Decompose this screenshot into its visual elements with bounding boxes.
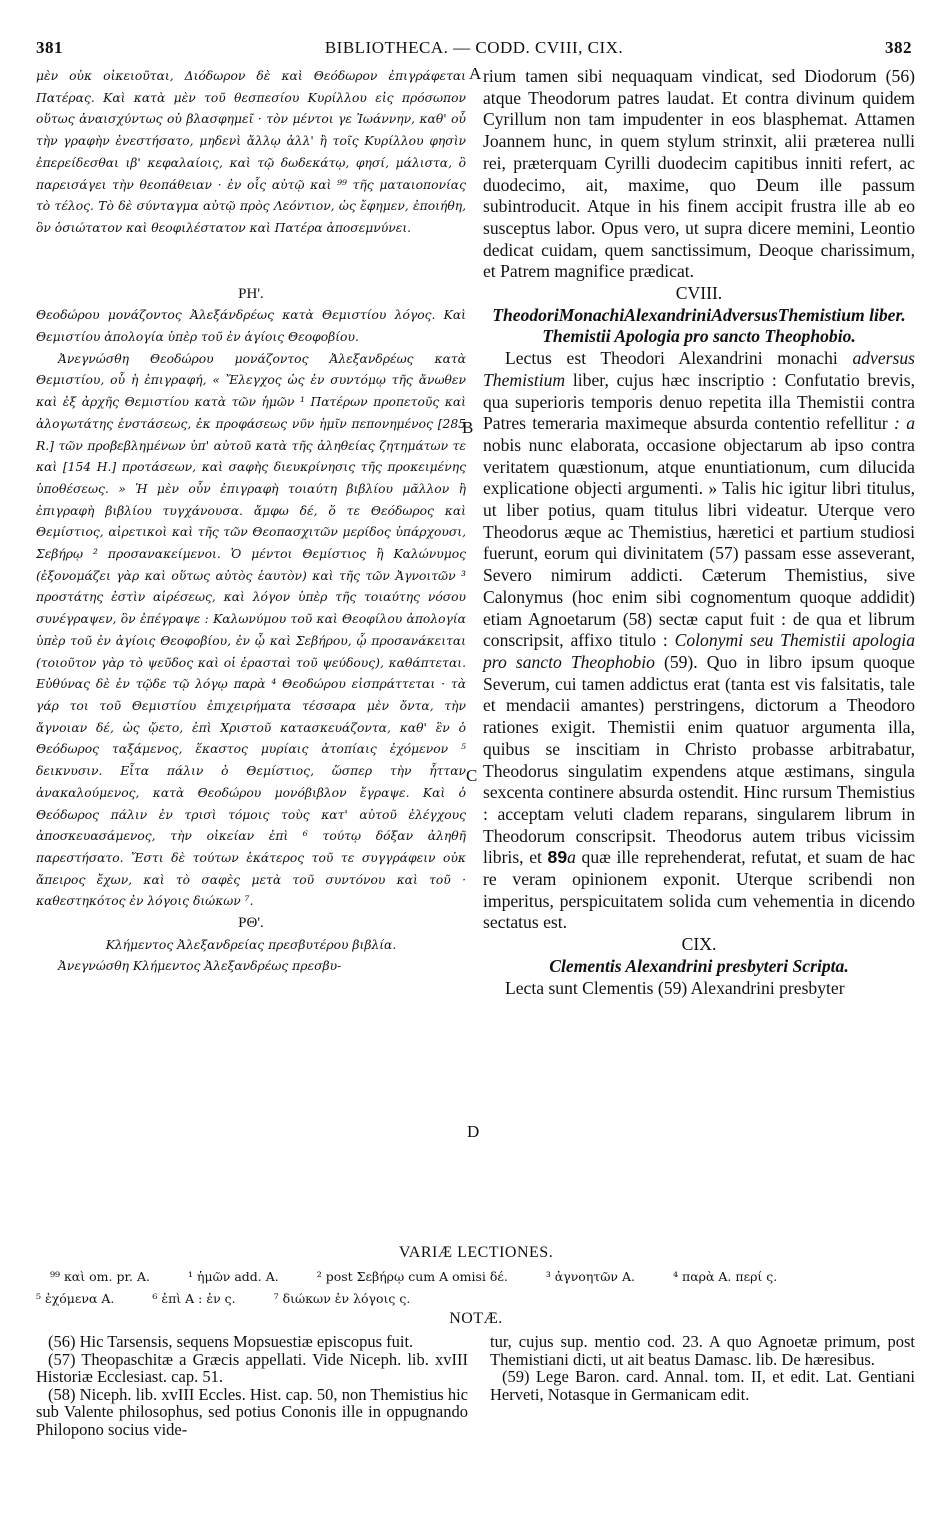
running-header	[36, 38, 912, 62]
running-title: BIBLIOTHECA. — CODD. CVIII, CIX.	[324, 38, 624, 57]
note-58-continued: tur, cujus sup. mentio cod. 23. A quo Agnoetæ primum, post Themistiani dicti, ut ait beatus Damasc. lib. De hæresibus.	[490, 1332, 915, 1369]
latin-column	[483, 66, 915, 999]
side-page-number: 89	[547, 847, 568, 868]
variae-row	[36, 1288, 912, 1310]
latin-text-run: Lectus est Theodori Alexandrini monachi	[505, 348, 853, 369]
latin-text-run: liber, cujus hæc inscriptio : Confutatio brevis, qua superioris temporis denuo repetita illa Themistii contra Patres temeraria maximeque absurda contentio refellitur	[483, 369, 915, 434]
greek-section-109-number: ΡΘ'.	[238, 915, 264, 932]
margin-letter-b: B	[462, 418, 474, 437]
variant-reading: ² post Σεβήρῳ cum A omisi δέ.	[316, 1269, 508, 1284]
margin-letter-a: A	[469, 64, 482, 83]
note-56: (56) Hic Tarsensis, sequens Mopsuestiæ episcopus fuit.	[48, 1332, 414, 1351]
greek-intro-paragraph: μὲν οὐκ οἰκειοῦται, Διόδωρον δὲ καὶ Θεόδωρον ἐπιγράφεται Πατέρας. Καὶ κατὰ μὲν τοῦ θεσπεσίου Κυρίλλου εἰς πρόσωπον οὕτως ἀναισχύντως οὐ βλασφημεῖ · τὸν μέντοι γε Ἰωάννην, καθ' οὗ τὴν γραφὴν ἐνεστήσατο, μηδενὶ ἄλλῳ ἀλλ' ἢ τοῖς Κυρίλλου φησὶν ἐπερείδεσθαι ιβ' κεφαλαίοις, καὶ τῷ δωδεκάτῳ, φησί, μάλιστα, ὃ παρεισάγει τὴν θεοπάθειαν · ἐν οἷς αὐτῷ καὶ ⁹⁹ τῆς ματαιοπονίας τὸ τέλος. Τὸ δὲ σύνταγμα αὐτῷ πρὸς Λεόντιον, ὡς ἔφημεν, ἐποιήθη, ὃν ὁσιώτατον καὶ θεοφιλέστατον καὶ Πατέρα ἀποσεμνύνει.	[36, 69, 466, 235]
variant-reading: ⁷ διώκων ἐν λόγοις ς.	[273, 1291, 411, 1306]
variae-lectiones-title: VARIÆ LECTIONES.	[398, 1244, 554, 1261]
latin-text-run: nobis nunc elaborata, occasione objectarum ab ipso contra veritatem quæstionum, atque enuntiationum, cum dilucida explicatione objecti argumenti. » Talis hic igitur libri titulus, ut liber potius, quam titulus libri videatur. Uterque vero Theodorus æque ac Themistius, hæretici et partium studiosi fuerunt, eorum qui divinitatem (57) passam esse asseverant, Severo nimirum addicti. Cæterum Themistius, sive Calonymus (hoc enim sibi cognomentum quoque addidit) etiam Agnoetarum (58) sectæ caput fuit : de qua et librum conscripsit, affixo titulo :	[483, 434, 915, 651]
notes-left-column	[36, 1333, 468, 1439]
latin-text-run: (59). Quo in libro ipsum quoque Severum, cui tamen addictus erat (tanta est vis falsitatis, tale et mendacii amantes) perstringens, dictorum a Theodoro rationes exigit. Themistii enim quatuor argumenta illa, quibus se inscitiam in Christo probasse arbitrabatur, Theodorus singulatim expendens atque æstimans, singula sexcenta continere absurda ostendit. Hinc rursum Themistius : acceptam veluti cladem reparans, singularem librum in Theodorum conscripsit. Theodorus autem tribus vicissim libris, et	[483, 651, 915, 868]
greek-column	[36, 66, 466, 978]
latin-section-109-number: CIX.	[681, 934, 717, 955]
variae-lectiones	[36, 1266, 912, 1310]
variant-reading: ³ ἀγνοητῶν A.	[545, 1269, 636, 1284]
latin-text-run: quæ ille reprehenderat, refutat, et suam de hac re veram opinionem exponit. Uterque scribendi non imperitus, perspicuitatem solida cum vehementia in dicendo sectatus est.	[483, 847, 916, 933]
greek-section-109-title: Κλήμεντος Ἀλεξανδρείας πρεσβυτέρου βιβλία.	[105, 937, 397, 952]
note-57: (57) Theopaschitæ a Græcis appellati. Vide Niceph. lib. xvIII Historiæ Ecclesiast. cap. 51.	[36, 1349, 468, 1387]
latin-italic-run: Colonymi seu Themistii apologia pro sancto Theophobio	[483, 630, 915, 672]
latin-section-108-title-line2: Themistii Apologia pro sancto Theophobio.	[542, 326, 856, 347]
greek-section-109-body: Ἀνεγνώσθη Κλήμεντος Ἀλεξανδρέως πρεσβυ-	[58, 959, 342, 974]
latin-italic-run: : a	[894, 413, 915, 434]
notes-right-column	[490, 1333, 915, 1403]
left-page-number: 381	[36, 38, 63, 57]
latin-italic-run: adversus Themistium	[483, 348, 915, 390]
variant-reading: ⁹⁹ καὶ om. pr. A.	[50, 1269, 150, 1284]
note-58: (58) Niceph. lib. xvIII Eccles. Hist. cap. 50, non Themistius hic sub Valente philosophus, sed potius Cononis ille in oppugnando Philopono socius vide-	[36, 1384, 468, 1439]
latin-section-108-body	[483, 348, 915, 934]
variant-reading: ⁶ ἐπὶ A : ἐν ς.	[152, 1291, 236, 1306]
latin-section-108-number: CVIII.	[675, 283, 723, 304]
latin-section-108-title-line1: TheodoriMonachiAlexandriniAdversusThemistium liber.	[492, 304, 906, 325]
latin-section-109-title: Clementis Alexandrini presbyteri Scripta.	[549, 955, 849, 976]
variant-reading: ⁵ ἐχόμενα A.	[36, 1291, 115, 1306]
latin-intro-paragraph: rium tamen sibi nequaquam vindicat, sed Diodorum (56) atque Theodorum patres laudat. Et contra divinum quidem Cyrillum non tam impudenter in eos blasphemat. Attamen Joannem hunc, in quem stylum strinxit, alii præterea nulli rei, præterquam Cyrilli duodecim capitibus inniti refert, ac duodecimo, ait, maxime, quo Deum ille passum subintroducit. Atque in his finem accipit frustra ille ab eo susceptus labor. Opus vero, ut supra dicere memini, Leontio dedicat cuidam, quem sanctissimum, Deoque charissimum, et Patrem magnifice prædicat.	[483, 66, 915, 282]
variant-reading: ¹ ἡμῶν add. A.	[187, 1269, 279, 1284]
margin-letter-c: C	[466, 766, 478, 785]
side-page-letter: a	[567, 847, 576, 868]
greek-section-108-body: Ἀνεγνώσθη Θεοδώρου μονάζοντος Ἀλεξανδρέως κατὰ Θεμιστίου, οὗ ἡ ἐπιγραφή, « Ἔλεγχος ὡς ἐν συντόμῳ τῆς ἄνωθεν καὶ ἐξ ἀρχῆς Θεμιστίου κατὰ τῶν ἡμῶν ¹ Πατέρων προπετοῦς καὶ ἀλογωτάτης ἐνστάσεως, ἐκ προφάσεως νῦν ἡμῖν πεπονημένος [285 R.] τῶν προβεβλημένων ὑπ' αὐτοῦ κατὰ τῆς ἀληθείας ζητημάτων τε καὶ [154 H.] προτάσεων, καὶ σαφὴς διευκρίνησις τῆς προκειμένης ὑποθέσεως. » Ἡ μὲν οὖν ἐπιγραφὴ τοιαύτη βιβλίου μᾶλλον ἢ ἐπιγραφὴ βιβλίου τυγχάνουσα. ἄμφω δέ, ὅ τε Θεόδωρος καὶ Θεμίστιος, αἱρετικοὶ καὶ τῆς τῶν Θεοπασχιτῶν μερίδος ὑπάρχουσι, Σεβήρῳ ² προσανακείμενοι. Ὁ μέντοι Θεμίστιος ἢ Καλώνυμος (ἐξονομάζει γὰρ καὶ οὕτως αὐτὸς ἑαυτὸν) καὶ τῆς τῶν Ἀγνοιτῶν ³ προστάτης ἐστὶν αἱρέσεως, καὶ λόγον ὑπὲρ τῆς τοιαύτης νόσου συνέγραψεν, ὃν ἐπέγραψε : Καλωνύμου τοῦ καὶ Θεοφίλου ἀπολογία ὑπὲρ τοῦ ἐν ἁγίοις Θεοφοβίου, ἐν ᾧ καὶ Σεβήρου, ᾧ προσανάκειται (τοιοῦτον γὰρ τὸ ψεῦδος καὶ οἱ ἐρασταὶ τοῦ ψεύδους), καθάπτεται. Εὐθύνας δὲ ἐν τῷδε τῷ λόγῳ παρὰ ⁴ Θεοδώρου εἰσπράττεται · τὰ γάρ τοι τοῦ Θεμιστίου ἐπιχειρήματα τέσσαρα μὲν ὄντα, τὴν ἄγνοιαν δέ, ὡς ᾤετο, ἐπὶ Χριστοῦ κατασκευάζοντα, καθ' ἓν ὁ Θεόδωρος ταξάμενος, ἕκαστος μυρίαις ἀτοπίαις ἐχόμενον ⁵ δεικνυσιν. Εἶτα πάλιν ὁ Θεμίστιος, ὥσπερ τὴν ἧτταν ἀνακαλούμενος, κατὰ Θεοδώρου μονόβιβλον ἔγραψε. Καὶ ὁ Θεόδωρος πάλιν ἐν τρισὶ τόμοις τοὺς κατ' αὐτοῦ ἐλέγχους ἀποσκευασάμενος, τὴν οἰκείαν ἐπὶ ⁶ τούτῳ δόξαν ἀληθῆ παρεστήσατο. Ἔστι δὲ τούτων ἑκάτερος τοῦ τε συγγράφειν οὐκ ἄπειρος ἔχων, καὶ τὸ σαφὲς μετὰ τοῦ συντόνου καὶ τοῦ · καθεστηκότος ἐν λόγοις διώκων ⁷.	[36, 351, 466, 909]
latin-section-109-body: Lecta sunt Clementis (59) Alexandrini presbyter	[505, 977, 845, 998]
note-59: (59) Lege Baron. card. Annal. tom. II, et edit. Lat. Gentiani Herveti, Notasque in Germanicam edit.	[490, 1367, 915, 1404]
greek-section-108-title: Θεοδώρου μονάζοντος Ἀλεξάνδρέως κατὰ Θεμιστίου λόγος. Καὶ Θεμιστίου ἀπολογία ὑπὲρ τοῦ ἐν ἁγίοις Θεοφοβίου.	[36, 308, 466, 345]
notae-title: NOTÆ.	[449, 1310, 503, 1327]
variae-row	[36, 1266, 912, 1288]
greek-section-108-number: ΡΗ'.	[238, 285, 264, 302]
variant-reading: ⁴ παρὰ A. περί ς.	[673, 1269, 778, 1284]
margin-letter-d: D	[467, 1122, 480, 1141]
right-page-number: 382	[885, 38, 912, 57]
